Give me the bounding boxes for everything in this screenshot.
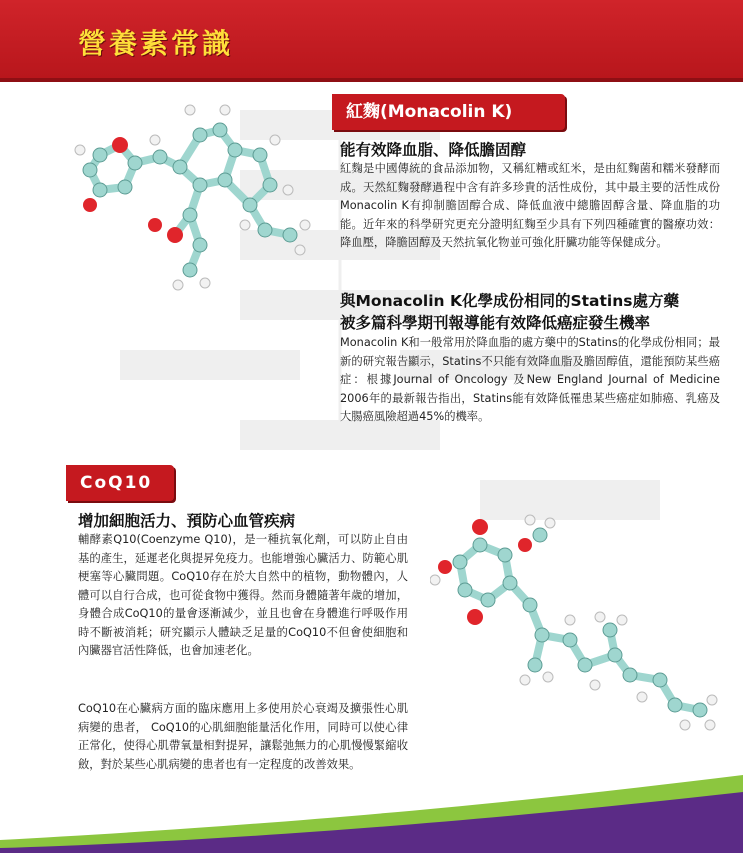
coq10-paragraph-2: CoQ10在心臟病方面的臨床應用上多使用於心衰竭及擴張性心肌病變的患者， CoQ10的心肌細胞能量活化作用，同時可以使心律正常化，使得心肌帶氧量相對提昇，讓鬆弛無力的心肌慢慢緊縮收斂，對於某些心肌病變的患者也有一定程度的改善效果。 (78, 702, 408, 771)
header-bar (0, 0, 743, 82)
statins-heading-line2: 被多篇科學期刊報導能有效降低癌症發生機率 (340, 314, 651, 332)
coq10-heading: 增加細胞活力、預防心血管疾病 (78, 512, 296, 530)
red-yeast-section-label: 紅麴(Monacolin K) (332, 94, 565, 130)
coq10-section-label: CoQ10 (66, 465, 174, 501)
coq10-paragraph-1: 輔酵素Q10(Coenzyme Q10)，是一種抗氧化劑，可以防止自由基的產生，延遲老化與提昇免疫力。也能增強心臟活力、防範心肌梗塞等心臟問題。CoQ10存在於大自然中的植物，動物體內，人體可以自行合成，也可從食物中獲得。然而身體隨著年歲的增加，身體合成CoQ10的量會逐漸減少，並且也會在身體進行呼吸作用時不斷被消耗；研究顯示人體缺乏足量的CoQ10不但會使細胞和內臟器官活性降低，也會加速老化。 (78, 533, 408, 657)
monacolin-k-molecule-illustration (60, 95, 320, 295)
page-title: 營養素常識 (78, 27, 234, 60)
coq10-molecule-illustration (430, 505, 720, 735)
statins-paragraph: Monacolin K和一般常用於降血脂的處方藥中的Statins的化學成份相同；最新的研究報告顯示，Statins不只能有效降血脂及膽固醇值，還能預防某些癌症：根據Journal of Oncology 及New England Journal of Medicine 2006年的最新報告指出，Statins能有效降低罹患某些癌症如肺癌、乳癌及大腸癌風險超過45%的機率。 (340, 336, 720, 423)
red-yeast-heading: 能有效降血脂、降低膽固醇 (340, 141, 527, 159)
red-yeast-paragraph: 紅麴是中國傳統的食品添加物，又稱紅糟或紅米，是由紅麴菌和糯米發酵而成。天然紅麴發酵過程中含有許多珍貴的活性成份，其中最主要的活性成份Monacolin K有抑制膽固醇合成、降低血液中總膽固醇含量、降血脂的功能。近年來的科學研究更充分證明紅麴至少具有下列四種確實的醫療功效：降血壓，降膽固醇及天然抗氧化物並可強化肝臟功能等保健成分。 (340, 162, 720, 249)
statins-heading-line1: 與Monacolin K化學成份相同的Statins處方藥 (340, 292, 679, 310)
bottom-decorative-wave (0, 770, 743, 853)
statins-heading (340, 290, 720, 334)
